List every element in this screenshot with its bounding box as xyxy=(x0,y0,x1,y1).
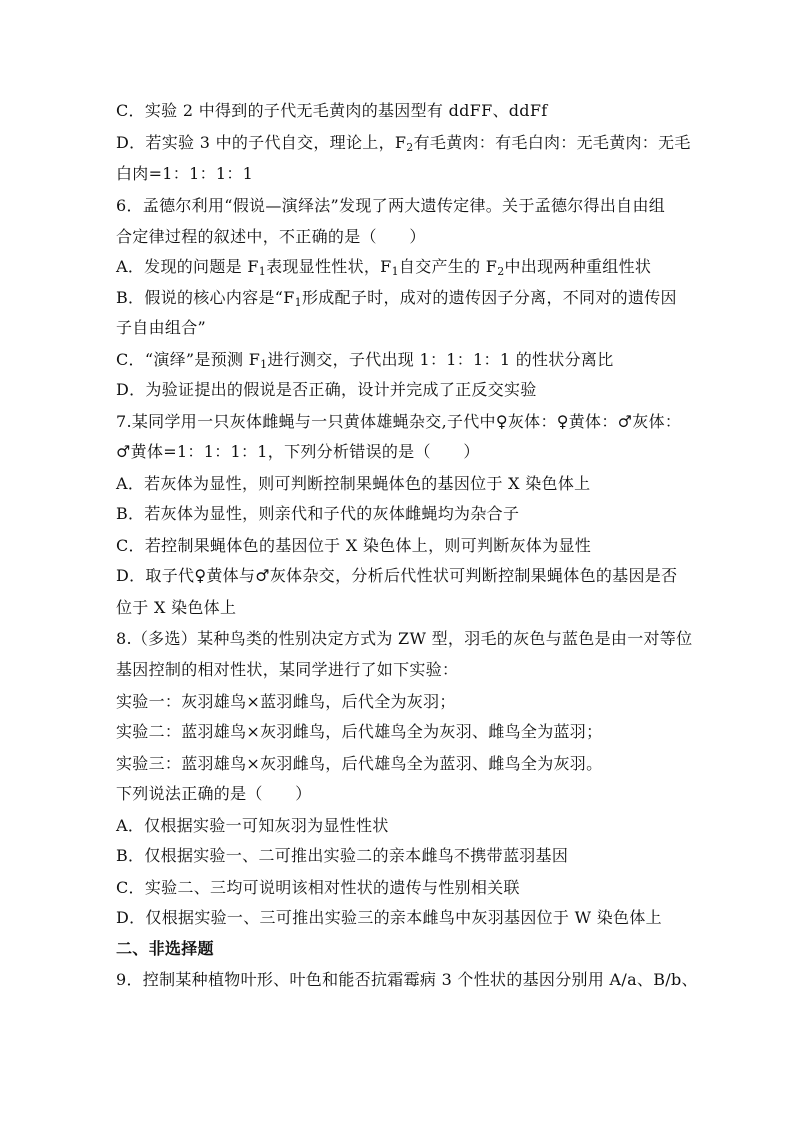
text-line xyxy=(116,474,706,494)
subscript: 1 xyxy=(391,265,399,278)
text-run: 合定律过程的叙述中，不正确的是（ ） xyxy=(116,227,426,246)
text-run: 表现显性性状，F xyxy=(266,257,392,276)
text-run: B．若灰体为显性，则亲代和子代的灰体雌蝇均为杂合子 xyxy=(116,504,520,523)
text-line xyxy=(116,629,706,649)
text-run: 7.某同学用一只灰体雌蝇与一只黄体雄蝇杂交,子代中♀灰体：♀黄体：♂灰体： xyxy=(116,412,682,431)
text-run: 形成配子时，成对的遗传因子分离，不同对的遗传因 xyxy=(301,288,677,307)
text-run: 实验三：蓝羽雄鸟×灰羽雌鸟，后代雄鸟全为蓝羽、雌鸟全为灰羽。 xyxy=(116,754,603,773)
text-run: D．取子代♀黄体与♂灰体杂交，分析后代性状可判断控制果蝇体色的基因是否 xyxy=(116,566,678,585)
text-run: 中出现两种重组性状 xyxy=(504,257,652,276)
text-line xyxy=(116,196,706,216)
text-line xyxy=(116,164,706,184)
text-line xyxy=(116,412,706,432)
text-run: 9．控制某种植物叶形、叶色和能否抗霜霉病 3 个性状的基因分别用 A/a、B/b、 xyxy=(116,970,698,989)
text-line xyxy=(116,227,706,247)
text-run: 实验二：蓝羽雄鸟×灰羽雌鸟，后代雄鸟全为灰羽、雌鸟全为蓝羽； xyxy=(116,722,603,741)
text-run: 6．孟德尔利用“假说—演绎法”发现了两大遗传定律。关于孟德尔得出自由组 xyxy=(116,196,666,215)
text-run: D．为验证提出的假说是否正确，设计并完成了正反交实验 xyxy=(116,380,537,399)
text-line xyxy=(116,722,706,742)
section-heading xyxy=(116,939,706,959)
text-run: D．若实验 3 中的子代自交，理论上，F xyxy=(116,133,407,152)
subscript: 1 xyxy=(260,358,268,371)
text-line xyxy=(116,288,706,308)
text-run: 位于 X 染色体上 xyxy=(116,598,237,617)
text-line xyxy=(116,566,706,586)
text-run: C．实验二、三均可说明该相对性状的遗传与性别相关联 xyxy=(116,878,520,897)
text-run: 自交产生的 F xyxy=(398,257,498,276)
text-run: 二、非选择题 xyxy=(116,939,214,958)
text-line xyxy=(116,133,706,153)
text-run: 有毛黄肉：有毛白肉：无毛黄肉：无毛 xyxy=(413,133,691,152)
text-run: 实验一：灰羽雄鸟×蓝羽雌鸟，后代全为灰羽； xyxy=(116,692,456,711)
text-line xyxy=(116,350,706,370)
text-run: ♂黄体=1：1：1：1，下列分析错误的是（ ） xyxy=(116,442,480,461)
text-line xyxy=(116,816,706,836)
text-line xyxy=(116,101,706,121)
text-line xyxy=(116,442,706,462)
text-run: C．实验 2 中得到的子代无毛黄肉的基因型有 ddFF、ddFf xyxy=(116,101,548,120)
text-run: D．仅根据实验一、三可推出实验三的亲本雌鸟中灰羽基因位于 W 染色体上 xyxy=(116,908,662,927)
text-line xyxy=(116,504,706,524)
text-line xyxy=(116,784,706,804)
text-line xyxy=(116,598,706,618)
subscript: 2 xyxy=(406,141,414,154)
text-line xyxy=(116,380,706,400)
text-run: 基因控制的相对性状，某同学进行了如下实验： xyxy=(116,660,459,679)
text-run: A．仅根据实验一可知灰羽为显性性状 xyxy=(116,816,389,835)
text-run: C．若控制果蝇体色的基因位于 X 染色体上，则可判断灰体为显性 xyxy=(116,536,592,555)
text-run: 白肉=1：1：1：1 xyxy=(116,164,254,183)
subscript: 1 xyxy=(258,265,267,278)
text-run: B．假说的核心内容是“F xyxy=(116,288,295,307)
text-run: 8.（多选）某种鸟类的性别决定方式为 ZW 型，羽毛的灰色与蓝色是由一对等位 xyxy=(116,629,693,648)
subscript: 1 xyxy=(294,296,302,309)
text-run: A．发现的问题是 F xyxy=(116,257,259,276)
text-line xyxy=(116,318,706,338)
text-run: 进行测交，子代出现 1：1：1：1 的性状分离比 xyxy=(267,350,614,369)
text-run: A．若灰体为显性，则可判断控制果蝇体色的基因位于 X 染色体上 xyxy=(116,474,591,493)
text-line xyxy=(116,970,706,990)
text-line xyxy=(116,846,706,866)
text-line xyxy=(116,908,706,928)
text-run: B．仅根据实验一、二可推出实验二的亲本雌鸟不携带蓝羽基因 xyxy=(116,846,569,865)
text-run: 子自由组合” xyxy=(116,318,206,337)
text-run: C．“演绎”是预测 F xyxy=(116,350,261,369)
text-line xyxy=(116,754,706,774)
text-line xyxy=(116,692,706,712)
subscript: 2 xyxy=(497,265,505,278)
text-run: 下列说法正确的是（ ） xyxy=(116,784,312,803)
text-line xyxy=(116,257,706,277)
text-line xyxy=(116,878,706,898)
text-line xyxy=(116,660,706,680)
text-line xyxy=(116,536,706,556)
